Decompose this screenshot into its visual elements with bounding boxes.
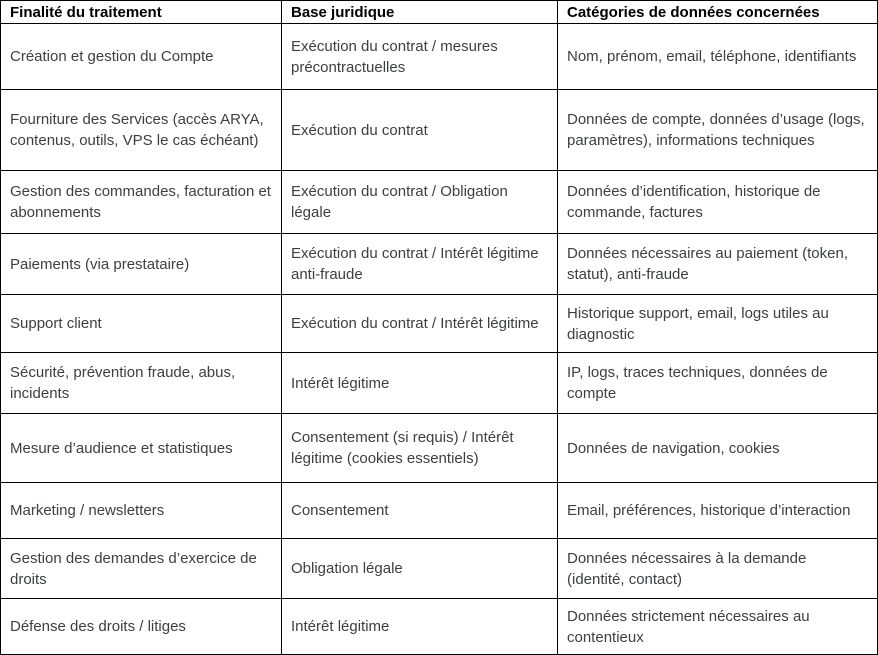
table-row	[1, 414, 878, 483]
cell-legal-basis: Exécution du contrat / mesures précontractuelles	[282, 24, 558, 90]
cell-data-categories: Données nécessaires à la demande (identité, contact)	[558, 539, 878, 599]
cell-data-categories: Email, préférences, historique d’interaction	[558, 483, 878, 539]
column-header-legal-basis: Base juridique	[282, 1, 558, 24]
cell-legal-basis: Exécution du contrat / Intérêt légitime anti-fraude	[282, 234, 558, 295]
cell-purpose: Support client	[1, 295, 282, 353]
cell-legal-basis: Intérêt légitime	[282, 599, 558, 655]
cell-purpose: Paiements (via prestataire)	[1, 234, 282, 295]
table-header-row	[1, 1, 878, 24]
cell-legal-basis: Intérêt légitime	[282, 353, 558, 414]
column-header-purpose: Finalité du traitement	[1, 1, 282, 24]
table-row	[1, 90, 878, 171]
cell-data-categories: Données de navigation, cookies	[558, 414, 878, 483]
cell-data-categories: Historique support, email, logs utiles au diagnostic	[558, 295, 878, 353]
cell-data-categories: Données strictement nécessaires au contentieux	[558, 599, 878, 655]
cell-data-categories: Données de compte, données d’usage (logs, paramètres), informations techniques	[558, 90, 878, 171]
cell-data-categories: Données d’identification, historique de commande, factures	[558, 171, 878, 234]
cell-purpose: Sécurité, prévention fraude, abus, incidents	[1, 353, 282, 414]
cell-purpose: Défense des droits / litiges	[1, 599, 282, 655]
cell-purpose: Mesure d’audience et statistiques	[1, 414, 282, 483]
cell-legal-basis: Exécution du contrat	[282, 90, 558, 171]
cell-legal-basis: Consentement	[282, 483, 558, 539]
cell-legal-basis: Obligation légale	[282, 539, 558, 599]
cell-data-categories: Données nécessaires au paiement (token, statut), anti-fraude	[558, 234, 878, 295]
cell-legal-basis: Exécution du contrat / Intérêt légitime	[282, 295, 558, 353]
table-row	[1, 599, 878, 655]
cell-purpose: Fourniture des Services (accès ARYA, contenus, outils, VPS le cas échéant)	[1, 90, 282, 171]
cell-data-categories: Nom, prénom, email, téléphone, identifiants	[558, 24, 878, 90]
table-row	[1, 483, 878, 539]
cell-purpose: Gestion des demandes d’exercice de droits	[1, 539, 282, 599]
cell-purpose: Gestion des commandes, facturation et abonnements	[1, 171, 282, 234]
table-row	[1, 539, 878, 599]
table-row	[1, 295, 878, 353]
cell-legal-basis: Consentement (si requis) / Intérêt légitime (cookies essentiels)	[282, 414, 558, 483]
table-row	[1, 24, 878, 90]
cell-purpose: Marketing / newsletters	[1, 483, 282, 539]
column-header-data-categories: Catégories de données concernées	[558, 1, 878, 24]
cell-legal-basis: Exécution du contrat / Obligation légale	[282, 171, 558, 234]
table-row	[1, 171, 878, 234]
cell-purpose: Création et gestion du Compte	[1, 24, 282, 90]
table-row	[1, 234, 878, 295]
cell-data-categories: IP, logs, traces techniques, données de compte	[558, 353, 878, 414]
table-row	[1, 353, 878, 414]
